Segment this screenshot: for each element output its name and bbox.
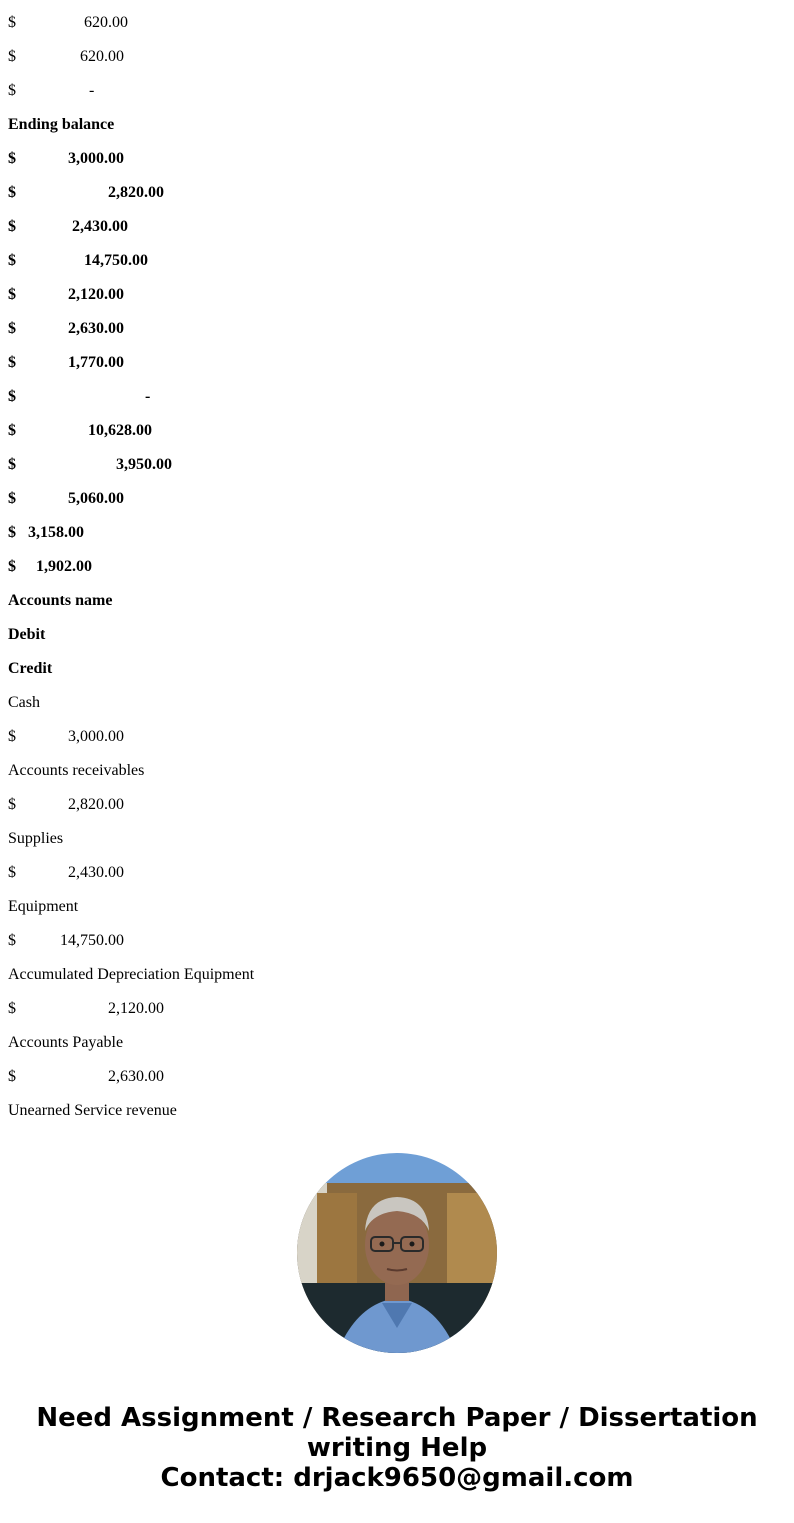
amount-value: 5,060.00 <box>68 490 124 507</box>
amount-value: 10,628.00 <box>88 422 152 439</box>
amount-line <box>8 918 788 952</box>
amount-line <box>8 1054 788 1088</box>
text-line: Accounts name <box>8 592 113 609</box>
amount-value: 2,120.00 <box>68 286 124 303</box>
author-photo <box>297 1153 497 1353</box>
author-photo-image <box>297 1153 497 1353</box>
amount-value: 3,000.00 <box>68 728 124 745</box>
amount-line <box>8 238 788 272</box>
amount-line <box>8 374 788 408</box>
currency-symbol: $ <box>8 14 16 31</box>
promo-banner <box>0 1403 794 1493</box>
amount-value: 14,750.00 <box>84 252 148 269</box>
currency-symbol: $ <box>8 558 16 575</box>
amount-value: 620.00 <box>84 14 128 31</box>
amount-line <box>8 204 788 238</box>
amount-value: - <box>145 388 151 405</box>
amount-line <box>8 986 788 1020</box>
amount-value: - <box>89 82 95 99</box>
currency-symbol: $ <box>8 422 16 439</box>
amount-line <box>8 714 788 748</box>
amount-value: 2,630.00 <box>108 1068 164 1085</box>
amount-line <box>8 442 788 476</box>
currency-symbol: $ <box>8 150 16 167</box>
currency-symbol: $ <box>8 864 16 881</box>
currency-symbol: $ <box>8 82 16 99</box>
text-line: Ending balance <box>8 116 115 133</box>
text-line: Supplies <box>8 830 64 847</box>
currency-symbol: $ <box>8 796 16 813</box>
currency-symbol: $ <box>8 184 16 201</box>
text-line: Unearned Service revenue <box>8 1102 177 1119</box>
amount-line <box>8 510 788 544</box>
amount-line <box>8 170 788 204</box>
text-line: Cash <box>8 694 40 711</box>
promo-line-2: writing Help <box>306 1433 488 1463</box>
amount-line <box>8 544 788 578</box>
currency-symbol: $ <box>8 524 16 541</box>
text-line: Credit <box>8 660 53 677</box>
amount-line <box>8 272 788 306</box>
amount-value: 3,158.00 <box>28 524 84 541</box>
text-line: Accounts Payable <box>8 1034 124 1051</box>
currency-symbol: $ <box>8 490 16 507</box>
amount-line <box>8 68 788 102</box>
currency-symbol: $ <box>8 932 16 949</box>
amount-line <box>8 34 788 68</box>
promo-line-1: Need Assignment / Research Paper / Dissertation <box>36 1403 758 1433</box>
amount-value: 620.00 <box>80 48 124 65</box>
amount-value: 2,820.00 <box>68 796 124 813</box>
amount-line <box>8 340 788 374</box>
text-line: Accumulated Depreciation Equipment <box>8 966 255 983</box>
amount-value: 14,750.00 <box>60 932 124 949</box>
amount-value: 2,630.00 <box>68 320 124 337</box>
amount-value: 2,430.00 <box>72 218 128 235</box>
currency-symbol: $ <box>8 286 16 303</box>
promo-line-3: Contact: drjack9650@gmail.com <box>160 1463 634 1493</box>
amount-line <box>8 0 788 34</box>
amount-line <box>8 408 788 442</box>
amount-line <box>8 306 788 340</box>
currency-symbol: $ <box>8 252 16 269</box>
amount-value: 2,430.00 <box>68 864 124 881</box>
text-line: Equipment <box>8 898 79 915</box>
currency-symbol: $ <box>8 218 16 235</box>
currency-symbol: $ <box>8 388 16 405</box>
amount-line <box>8 850 788 884</box>
amount-line <box>8 476 788 510</box>
amount-line <box>8 782 788 816</box>
currency-symbol: $ <box>8 456 16 473</box>
amount-value: 2,120.00 <box>108 1000 164 1017</box>
amount-line <box>8 136 788 170</box>
amount-value: 2,820.00 <box>108 184 164 201</box>
currency-symbol: $ <box>8 48 16 65</box>
text-line: Debit <box>8 626 46 643</box>
amount-value: 1,902.00 <box>36 558 92 575</box>
amount-value: 3,950.00 <box>116 456 172 473</box>
document-lines <box>8 0 788 1122</box>
amount-value: 3,000.00 <box>68 150 124 167</box>
text-line: Accounts receivables <box>8 762 145 779</box>
currency-symbol: $ <box>8 1068 16 1085</box>
currency-symbol: $ <box>8 354 16 371</box>
currency-symbol: $ <box>8 728 16 745</box>
currency-symbol: $ <box>8 320 16 337</box>
currency-symbol: $ <box>8 1000 16 1017</box>
amount-value: 1,770.00 <box>68 354 124 371</box>
